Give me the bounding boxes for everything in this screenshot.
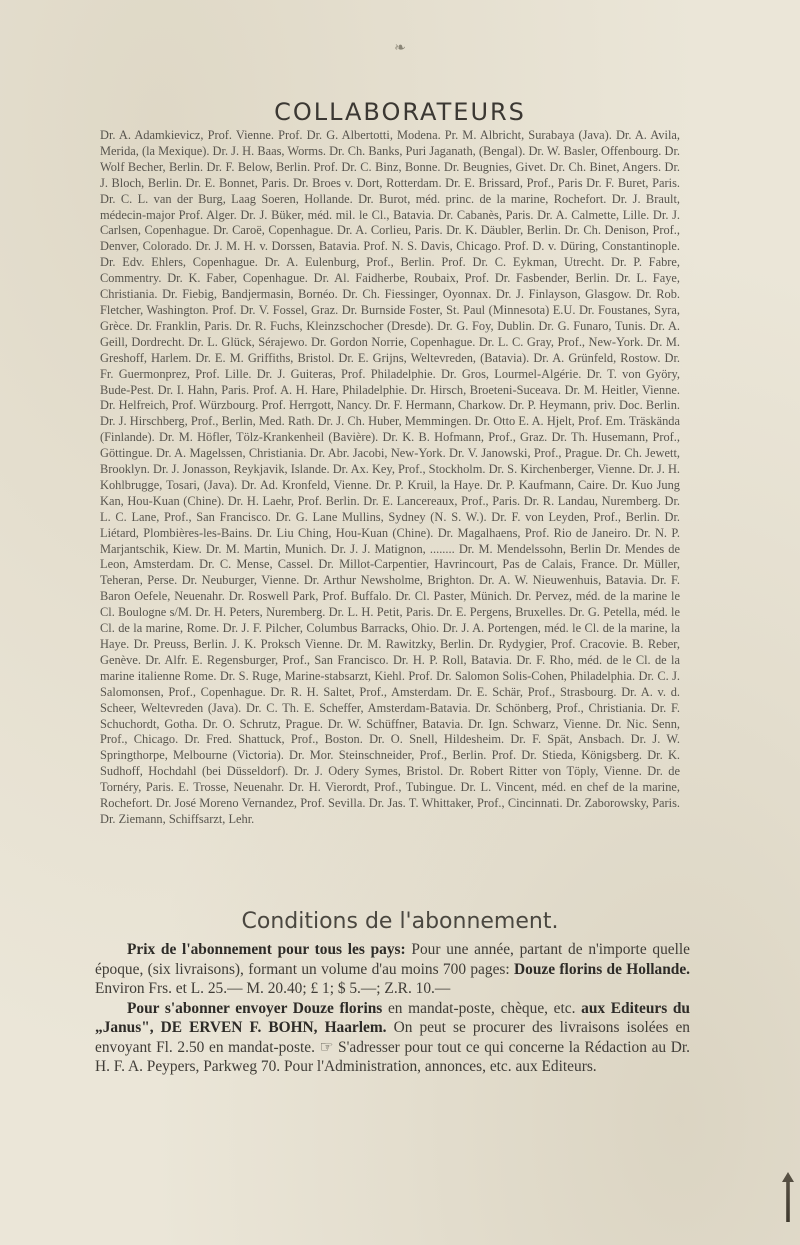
conditions-title: Conditions de l'abonnement. — [241, 909, 559, 934]
publisher-address: aux Editeurs du „Janus", DE ERVEN F. BOHN, Haarlem. — [95, 999, 690, 1036]
price-equivalents: Environ Frs. et L. 25.— M. 20.40; £ 1; $ 5.—; Z.R. 10.— — [95, 980, 451, 997]
subscribe-heading: Pour s'abonner envoyer Douze florins — [127, 999, 383, 1017]
conditions-body — [95, 940, 690, 1077]
price-amount: Douze florins de Hollande. — [514, 960, 690, 978]
subscribe-payment: en mandat-poste, chèque, etc. — [382, 999, 582, 1017]
arrow-up-icon — [782, 1172, 794, 1222]
ornament-icon: ❧ — [394, 40, 406, 56]
subscribe-paragraph — [95, 999, 690, 1077]
price-text: Pour une année, partant de n'importe quelle époque, (six livraisons), formant un volume d'au moins 700 pages: — [95, 941, 690, 978]
subscription-price-paragraph — [95, 940, 690, 999]
price-heading: Prix de l'abonnement pour tous les pays: — [127, 941, 406, 958]
page-title: COLLABORATEURS — [274, 98, 526, 126]
subscribe-details: On peut se procurer des livraisons isolées en envoyant Fl. 2.50 en mandat-poste. ☞ S'adresser pour tout ce qui concerne la Rédaction au Dr. H. F. A. Peypers, Parkweg 70. Pour l'Administration, annonces, etc. aux Editeurs. — [95, 1019, 690, 1075]
collaborators-list: Dr. A. Adamkievicz, Prof. Vienne. Prof. Dr. G. Albertotti, Modena. Pr. M. Albricht, Surabaya (Java). Dr. A. Avila, Merida, (la Mexique). Dr. J. H. Baas, Worms. Dr. Ch. Banks, Puri Jaganath, (Bengal). Dr. W. Basler, Offenbourg. Dr. Wolf Becher, Berlin. Dr. F. Below, Berlin. Prof. Dr. C. Binz, Bonne. Dr. Beugnies, Givet. Dr. Ch. Binet, Angers. Dr. J. Bloch, Berlin. Dr. E. Bonnet, Paris. Dr. Broes v. Dort, Rotterdam. Dr. E. Brissard, Prof., Paris Dr. F. Buret, Paris. Dr. C. L. van der Burg, Laag Soeren, Hollande. Dr. Burot, méd. princ. de la marine, Rochefort. Dr. J. Brault, médecin-major Prof. Alger. Dr. J. Büker, méd. mil. le Cl., Batavia. Dr. Cabanès, Paris. Dr. A. Calmette, Lille. Dr. J. Carlsen, Copenhague. Dr. Caroë, Copenhague. Dr. A. Corlieu, Paris. Dr. K. Däubler, Berlin. Dr. Ch. Denison, Prof., Denver, Colorado. Dr. J. M. H. v. Dorssen, Batavia. Prof. N. S. Davis, Chicago. Prof. D. v. Düring, Constantinople. Dr. Edv. Ehlers, Copenhague. Dr. A. Eulenburg, Prof., Berlin. Prof. Dr. C. Eykman, Utrecht. Dr. P. Fabre, Commentry. Dr. K. Faber, Copenhague. Dr. Al. Faidherbe, Roubaix, Prof. Dr. Fasbender, Berlin. Dr. L. Faye, Christiania. Dr. Fiebig, Bandjermasin, Bornéo. Dr. Ch. Fiessinger, Oyonnax. Dr. J. Finlayson, Glasgow. Dr. Rob. Fletcher, Washington. Prof. Dr. V. Fossel, Graz. Dr. Burnside Foster, St. Paul (Minnesota) E.U. Dr. Foustanes, Syra, Grèce. Dr. Franklin, Paris. Dr. R. Fuchs, Kleinzschocher (Dresde). Dr. G. Foy, Dublin. Dr. G. Funaro, Tunis. Dr. A. Geill, Dordrecht. Dr. L. Glück, Sérajewo. Dr. Gordon Norrie, Copenhague. Dr. L. C. Gray, Prof., New-York. Dr. M. Greshoff, Harlem. Dr. E. M. Griffiths, Bristol. Dr. E. Grijns, Weltevreden, (Batavia). Dr. A. Grünfeld, Rostow. Dr. Fr. Guermonprez, Prof. Lille. Dr. J. Guiteras, Prof. Philadelphie. Dr. Gros, Lourmel-Algérie. Dr. T. von Györy, Bude-Pest. Dr. I. Hahn, Paris. Prof. A. H. Hare, Philadelphie. Dr. Hirsch, Broeteni-Suceava. Dr. M. Heitler, Vienne. Dr. Helfreich, Prof. Würzbourg. Prof. Herrgott, Nancy. Dr. F. Hermann, Charkow. Dr. P. Heymann, priv. Doc. Berlin. Dr. J. Hirschberg, Prof., Berlin, Med. Rath. Dr. J. Ch. Huber, Memmingen. Dr. Otto E. A. Hjelt, Prof. Em. Träskända (Finlande). Dr. M. Höfler, Tölz-Krankenheil (Bavière). Dr. K. B. Hofmann, Prof., Graz. Dr. Th. Husemann, Prof., Göttingue. Dr. A. Magelssen, Christiania. Dr. Abr. Jacobi, New-York. Dr. V. Janowski, Prof., Prague. Dr. Ch. Jewett, Brooklyn. Dr. J. Jonasson, Reykjavik, Islande. Dr. Ax. Key, Prof., Stockholm. Dr. S. Kirchenberger, Vienne. Dr. J. H. Kohlbrugge, Tosari, (Java). Dr. Ad. Kronfeld, Vienne. Dr. P. Kruil, la Haye. Dr. P. Kaufmann, Caire. Dr. Kuo Jung Kan, Hou-Kuan (Chine). Dr. H. Laehr, Prof. Berlin. Dr. E. Lancereaux, Prof., Paris. Dr. R. Landau, Nuremberg. Dr. L. C. Lane, Prof., San Francisco. Dr. G. Lane Mullins, Sydney (N. S. W.). Dr. F. von Leyden, Prof., Berlin. Dr. Liétard, Plombières-les-Bains. Dr. Liu Ching, Hou-Kuan (Chine). Dr. Magalhaens, Prof. Rio de Janeiro. Dr. N. P. Marjantschik, Kiew. Dr. M. Martin, Munich. Dr. J. J. Matignon, ........ Dr. M. Mendelssohn, Berlin Dr. Mendes de Leon, Amsterdam. Dr. C. Mense, Cassel. Dr. Millot-Carpentier, Havrincourt, Pas de Calais, France. Dr. Müller, Teheran, Perse. Dr. Neuburger, Vienne. Dr. Arthur Newsholme, Brighton. Dr. A. W. Nieuwenhuis, Batavia. Dr. F. Baron Oefele, Neuenahr. Dr. Roswell Park, Prof. Buffalo. Dr. Cl. Paster, Münich. Dr. Pervez, méd. de la marine le Cl. Boulogne s/M. Dr. H. Peters, Nuremberg. Dr. L. H. Petit, Paris. Dr. E. Pergens, Bruxelles. Dr. G. Petella, méd. le Cl. de la marine, Rome. Dr. J. F. Pilcher, Columbus Barracks, Ohio. Dr. J. A. Portengen, méd. le Cl. de la marine, la Haye. Dr. Preuss, Berlin. J. K. Proksch Vienne. Dr. M. Rawitzky, Berlin. Dr. Rydygier, Prof. Cracovie. B. Reber, Genève. Dr. Alfr. E. Regensburger, Prof., San Francisco. Dr. H. P. Roll, Batavia. Dr. F. Rho, méd. de le Cl. de la marine italienne Rome. Dr. S. Ruge, Marine-stabsarzt, Kiehl. Prof. Dr. Salomon Solis-Cohen, Philadelphia. Dr. C. J. Salomonsen, Prof., Copenhague. Dr. R. H. Saltet, Prof., Amsterdam. Dr. E. Schär, Prof., Strasbourg. Dr. A. v. d. Scheer, Weltevreden (Java). Dr. C. Th. E. Scheffer, Amsterdam-Batavia. Dr. Schönberg, Prof., Christiania. Dr. F. Schuchordt, Gotha. Dr. O. Schrutz, Prague. Dr. W. Schüffner, Batavia. Dr. Ign. Schwarz, Vienne. Dr. Nic. Senn, Prof., Chicago. Dr. Fred. Shattuck, Prof., Boston. Dr. O. Snell, Hildesheim. Dr. F. Spät, Ansbach. Dr. J. W. Springthorpe, Melbourne (Victoria). Dr. Mor. Steinschneider, Prof., Berlin. Prof. Dr. Stieda, Königsberg. Dr. K. Sudhoff, Hochdahl (bei Düsseldorf). Dr. J. Odery Symes, Bristol. Dr. Robert Ritter von Töply, Vienne. Dr. de Tornéry, Paris. E. Trosse, Neuenahr. Dr. H. Vierordt, Prof., Tubingue. Dr. L. Vincent, méd. en chef de la marine, Rochefort. Dr. José Moreno Vernandez, Prof. Sevilla. Dr. Jas. T. Whittaker, Prof., Cincinnati. Dr. Zaborowsky, Paris. Dr. Ziemann, Schiffsarzt, Lehr. — [100, 128, 680, 826]
